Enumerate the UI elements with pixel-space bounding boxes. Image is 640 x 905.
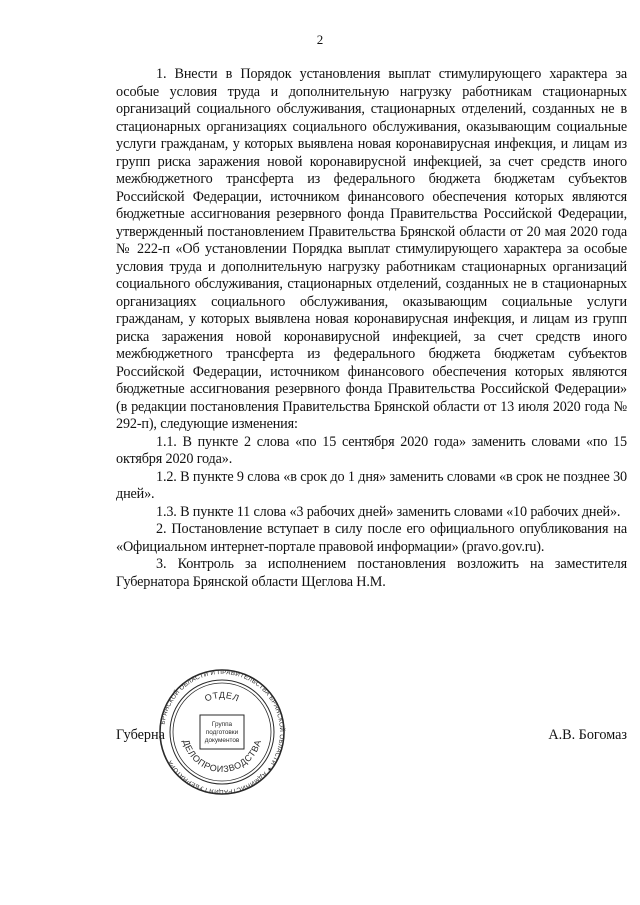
seal-center-line-2: подготовки bbox=[205, 729, 239, 736]
document-body bbox=[116, 66, 627, 591]
seal-bottom-text: ДЕЛОПРОИЗВОДСТВА bbox=[180, 738, 264, 775]
paragraph-1-3: 1.3. В пункте 11 слова «3 рабочих дней» заменить словами «10 рабочих дней». bbox=[156, 503, 621, 520]
paragraph-1-1: 1.1. В пункте 2 слова «по 15 сентября 2020 года» заменить словами «по 15 октября 2020 года». bbox=[116, 433, 627, 467]
paragraph-3: 3. Контроль за исполнением постановления возложить на заместителя Губернатора Брянской области Щеглова Н.М. bbox=[116, 556, 627, 590]
paragraph-1: 1. Внести в Порядок установления выплат стимулирующего характера за особые условия труда и дополнительную нагрузку работникам стационарных организаций социального обслуживания, стационарных отделений, созданных не в стационарных организациях социального обслуживания, оказывающим социальные услуги гражданам, у которых выявлена новая коронавирусная инфекция, и лицам из групп риска заражения новой коронавирусной инфекцией, за счет средств иного межбюджетного трансферта из федерального бюджета бюджетам субъектов Российской Федерации, источником финансового обеспечения которых являются бюджетные ассигнования резервного фонда Правительства Российской Федерации, утвержденный постановлением Правительства Брянской области от 20 мая 2020 года № 222-п «Об установлении Порядка выплат стимулирующего характера за особые условия труда и дополнительную нагрузку работникам стационарных организаций социального обслуживания, стационарных отделений, созданных не в стационарных организациях социального обслуживания, оказывающим социальные услуги гражданам, у которых выявлена новая коронавирусная инфекция, и лицам из групп риска заражения новой коронавирусной инфекцией, за счет средств иного межбюджетного трансферта из федерального бюджета бюджетам субъектов Российской Федерации, источником финансового обеспечения которых являются бюджетные ассигнования резервного фонда Правительства Российской Федерации» (в редакции постановления Правительства Брянской области от 13 июля 2020 года № 292-п), следующие изменения: bbox=[116, 66, 627, 432]
svg-text:ОТДЕЛ bbox=[203, 690, 241, 704]
seal-center-line-3: документов bbox=[204, 737, 240, 744]
seal-top-text: ОТДЕЛ bbox=[203, 689, 241, 704]
seal-outer-text: БРЯНСКОЙ ОБЛАСТИ И ПРАВИТЕЛЬСТВА БРЯНСКОЙ ОБЛАСТИ ✦ АДМИНИСТРАЦИЯ ГУБЕРНАТОРА bbox=[159, 668, 286, 796]
paragraph-2: 2. Постановление вступает в силу после его официального опубликования на «Официальном интернет-портале правовой информации» (pravo.gov.ru). bbox=[116, 521, 627, 555]
page-number: 2 bbox=[316, 32, 324, 47]
signatory-position: Губерна bbox=[116, 727, 165, 743]
seal-graphic bbox=[158, 668, 286, 796]
official-seal-stamp bbox=[158, 668, 286, 796]
paragraph-1-2: 1.2. В пункте 9 слова «в срок до 1 дня» заменить словами «в срок не позднее 30 дней». bbox=[116, 468, 627, 502]
seal-center-line-1: Группа bbox=[211, 721, 233, 728]
signatory-name: А.В. Богомаз bbox=[548, 727, 627, 743]
